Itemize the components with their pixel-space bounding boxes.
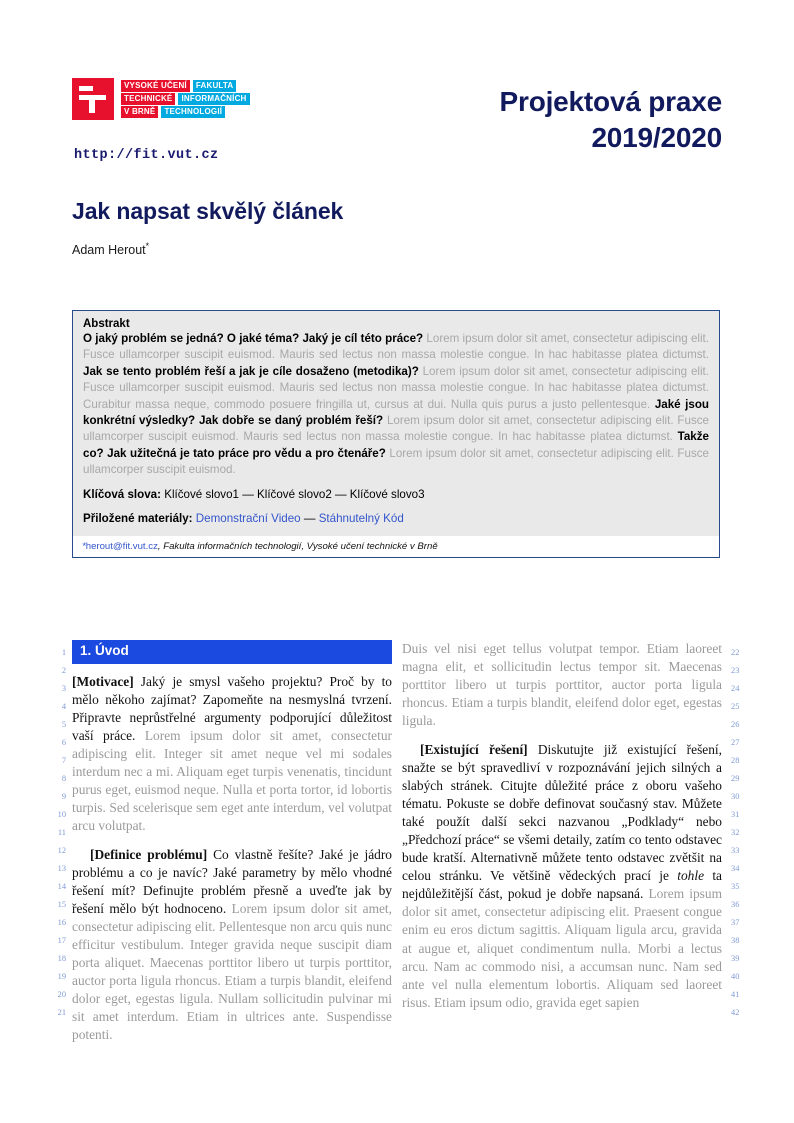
abstract-box — [72, 310, 720, 558]
line-numbers-right — [731, 644, 745, 1022]
vut-fit-logo — [72, 78, 250, 120]
journal-title-line2: 2019/2020 — [591, 121, 722, 153]
right-column-paragraphs — [402, 640, 722, 1012]
keywords-row — [83, 487, 709, 503]
logo-red-2: TECHNICKÉ — [121, 93, 175, 105]
line-number: 31 — [731, 810, 740, 820]
line-number: 42 — [731, 1008, 740, 1018]
logo-cyan-3: TECHNOLOGIÍ — [161, 106, 225, 118]
paragraph-segment: [Existující řešení] — [420, 742, 528, 758]
abstract-segment: Lorem ipsum dolor sit amet, consectetur adipiscing elit. Fusce ullamcorper suscipit euismod. — [83, 446, 709, 477]
line-number: 20 — [57, 990, 66, 1000]
author-footnote — [73, 536, 719, 557]
journal-title — [500, 84, 722, 155]
left-column-paragraphs — [72, 673, 392, 1045]
paragraph-segment: Lorem ipsum dolor sit amet, consectetur adipiscing elit. Integer sit amet neque vel mi sodales interdum nec a mi. Aliquam eget turpis venenatis, tincidunt purus eget, euismod neque. Nulla et porta tortor, id lobortis turpis. Sed scelerisque sem eget ante interdum, vel volutpat arcu volutpat. — [72, 727, 392, 834]
page-header — [72, 72, 722, 192]
body-paragraph — [72, 673, 392, 835]
keywords-label: Klíčová slova: — [83, 487, 161, 501]
journal-title-line1: Projektová praxe — [499, 86, 722, 117]
body-paragraph — [402, 741, 722, 1011]
paragraph-segment: Lorem ipsum dolor sit amet, consectetur adipiscing elit. Praesent congue enim eu eros dictum sagittis. Aliquam ligula arcu, gravida at augue et, aliquet condimentum nulla. Morbi a lectus arcu. Nam ac commodo nisi, a accumsan nunc. Nam sed ante vel nulla elementum lobortis. Aliquam sed laoreet risus. Etiam ipsum odio, gravida eget sapien — [402, 886, 722, 1010]
line-number: 18 — [57, 954, 66, 964]
line-number: 32 — [731, 828, 740, 838]
line-number: 41 — [731, 990, 740, 1000]
line-number: 27 — [731, 738, 740, 748]
paragraph-segment: [Motivace] — [72, 673, 134, 689]
line-number: 13 — [57, 864, 66, 874]
line-number: 33 — [731, 846, 740, 856]
body-paragraph — [72, 846, 392, 1044]
line-number: 23 — [731, 666, 740, 676]
author-footnote-mark: * — [145, 241, 150, 251]
abstract-segment: O jaký problém se jedná? O jaké téma? Jaký je cíl této práce? — [83, 332, 427, 345]
line-number: 14 — [57, 882, 66, 892]
logo-cyan-1: FAKULTA — [193, 80, 237, 92]
body-columns — [0, 640, 794, 1060]
abstract-segment: Jaké jsou konkrétní výsledky? Jak dobře se daný problém řeší? — [83, 397, 709, 427]
author-name — [72, 241, 149, 257]
column-left — [72, 640, 392, 1056]
section-heading-uvod: 1. Úvod — [72, 640, 392, 664]
line-number: 7 — [61, 756, 66, 766]
paragraph-segment: [Definice problému] — [90, 847, 208, 863]
author-label: Adam Herout — [72, 243, 146, 258]
line-number: 35 — [731, 882, 740, 892]
line-number: 2 — [61, 666, 66, 676]
materials-separator: — — [303, 511, 316, 525]
faculty-url[interactable]: http://fit.vut.cz — [74, 148, 219, 163]
logo-wordmark — [121, 78, 250, 118]
line-number: 37 — [731, 918, 740, 928]
line-number: 9 — [61, 792, 66, 802]
abstract-body — [73, 311, 719, 536]
page-title: Jak napsat skvělý článek — [72, 198, 344, 224]
line-number: 15 — [57, 900, 66, 910]
line-numbers-left — [52, 644, 66, 1022]
abstract-segment: Jak se tento problém řeší a jak je cíle dosaženo (metodika)? — [83, 364, 423, 378]
line-number: 6 — [61, 738, 66, 748]
keywords-value: Klíčové slovo1 — Klíčové slovo2 — Klíčové slovo3 — [164, 487, 425, 501]
line-number: 5 — [61, 720, 66, 730]
materials-row — [83, 511, 709, 527]
footnote-affiliation: , Fakulta informačních technologií, Vysoké učení technické v Brně — [157, 540, 438, 552]
materials-link-video[interactable]: Demonstrační Video — [195, 511, 301, 525]
abstract-segment: Lorem ipsum dolor sit amet, consectetur adipiscing elit. Fusce ullamcorper suscipit euismod. Mauris sed lectus non massa molestie congue. In hac habitasse platea dictumst. — [83, 332, 709, 362]
line-number: 21 — [57, 1008, 66, 1018]
line-number: 4 — [61, 702, 66, 712]
abstract-text — [83, 331, 709, 479]
line-number: 10 — [57, 810, 66, 820]
logo-cyan-2: INFORMAČNÍCH — [178, 93, 249, 105]
footnote-star: * — [82, 540, 86, 552]
logo-row-3 — [121, 106, 250, 118]
line-number: 34 — [731, 864, 740, 874]
paragraph-segment: tohle — [677, 868, 705, 884]
paragraph-segment: Lorem ipsum dolor sit amet, consectetur adipiscing elit. Pellentesque non arcu quis nunc efficitur vestibulum. Integer gravida neque suscipit diam porta aliquet. Maecenas porttitor libero ut turpis porttitor, auctor porta ligula rhoncus. Etiam a turpis blandit, eleifend dolor eget, egestas ligula. Nullam sollicitudin pulvinar mi sit amet interdum. Etiam in ultrices ante. Suspendisse potenti. — [72, 901, 392, 1043]
line-number: 39 — [731, 954, 740, 964]
paragraph-segment: Co vlastně řešíte? Jaké je jádro problému a co je navíc? Jaké parametry by mělo vhodné řešení mít? Definujte problém přesně a uveďte jak by řešení mělo být hodnoceno. — [72, 847, 393, 917]
abstract-segment: Lorem ipsum dolor sit amet, consectetur adipiscing elit. Fusce ullamcorper suscipit euismod. Mauris sed lectus non massa molestie congue. In hac habitasse platea dictumst. Curabitur massa neque, commodo posuere fringilla ut, cursus at dui. Nulla quis purus a justo pellentesque. — [83, 364, 709, 411]
paragraph-segment: ta nejdůležitější část, pokud je dobře napsaná. — [402, 868, 722, 902]
materials-link-code[interactable]: Stáhnutelný Kód — [318, 511, 404, 525]
line-number: 17 — [57, 936, 66, 946]
logo-red-3: V BRNĚ — [121, 106, 158, 118]
materials-label: Přiložené materiály: — [83, 511, 193, 525]
line-number: 3 — [61, 684, 66, 694]
column-right — [402, 640, 722, 1023]
line-number: 1 — [61, 648, 66, 657]
line-number: 40 — [731, 972, 740, 982]
line-number: 8 — [61, 774, 66, 784]
line-number: 12 — [57, 846, 66, 856]
line-number: 36 — [731, 900, 740, 910]
paragraph-segment: Jaký je smysl vašeho projektu? Proč by to mělo někoho zajímat? Zapomeňte na nesmyslná tvrzení. Připravte neprůstřelné argumenty podporující důležitost vaší práce. — [72, 673, 392, 743]
line-number: 38 — [731, 936, 740, 946]
line-number: 30 — [731, 792, 740, 802]
logo-row-1 — [121, 80, 250, 92]
paragraph-segment: Duis vel nisi eget tellus volutpat tempor. Etiam laoreet magna elit, et sollicitudin lectus tempor sit. Maecenas porttitor libero ut turpis porttitor, auctor porta ligula rhoncus. Etiam a turpis blandit, eleifend dolor eget, egestas ligula. — [402, 641, 722, 729]
abstract-segment: Lorem ipsum dolor sit amet, consectetur adipiscing elit. Fusce ullamcorper suscipit euismod. Mauris sed lectus non massa molestie congue. In hac habitasse platea dictumst. — [83, 413, 709, 444]
footnote-email-link[interactable]: herout@fit.vut.cz — [85, 540, 158, 552]
line-number: 25 — [731, 702, 740, 712]
abstract-label: Abstrakt — [83, 318, 130, 330]
vut-t-mark-icon — [72, 78, 114, 120]
logo-red-1: VYSOKÉ UČENÍ — [121, 80, 190, 92]
line-number: 16 — [57, 918, 66, 928]
logo-row-2 — [121, 93, 250, 105]
line-number: 24 — [731, 684, 740, 694]
line-number: 28 — [731, 756, 740, 766]
body-paragraph — [402, 640, 722, 730]
line-number: 22 — [731, 648, 740, 657]
paragraph-segment: Diskutujte již existující řešení, snažte se být spravedliví v rozpoznávání jejich silných a slabých stránek. Citujte důležité práce z oboru vašeho tématu. Pokuste se dobře definovat současný stav. Můžete také použít další sekci nazvanou „Podklady“ nebo „Předchozí práce“ se všemi detaily, zatím co tento odstavec bude kratší. Alternativně můžete tento odstavec zvětšit na celou stránku. Ve většině vědeckých prací je — [402, 742, 722, 884]
line-number: 11 — [57, 828, 66, 838]
line-number: 29 — [731, 774, 740, 784]
line-number: 26 — [731, 720, 740, 730]
abstract-segment: Takže co? Jak užitečná je tato práce pro vědu a pro čtenáře? — [83, 430, 709, 460]
line-number: 19 — [57, 972, 66, 982]
